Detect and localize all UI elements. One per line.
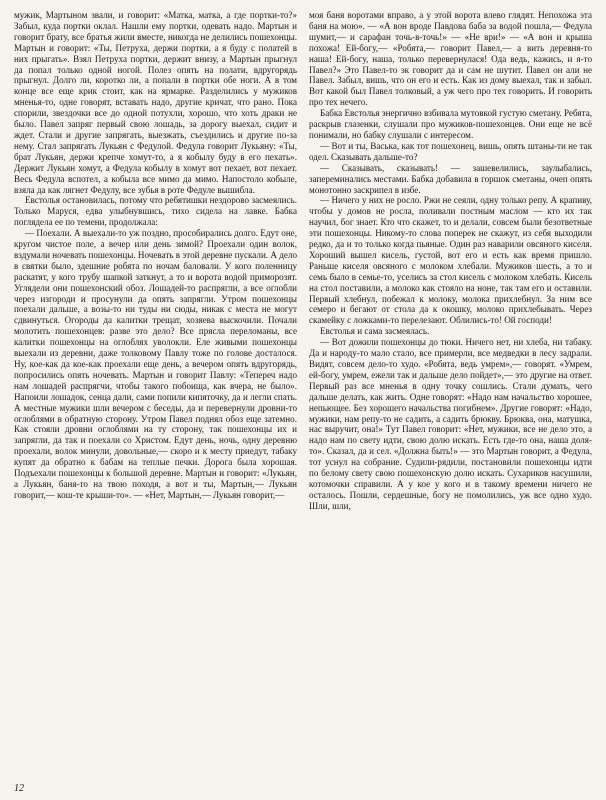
paragraph: мужик, Мартыном звали, и говорит: «Матка, матка, а где портки-то?» Забыл, куда портки оклал. Нашли ему портки, одевать надо. Мартын и говорит брату, все братья жили вместе, никогда не делились пошехонцы. Мартын и говорит: «Ты, Петруха, держи портки, а я буду с полатей в них прыгать». Взял Петруха портки, держит внизу, а Мартын прыгнул да попал только одной ногой. Полез опять на полати, вдругорядь прыгнул. Долго ли, коротко ли, а попали в портки обе ноги. А в том конце все еще крик стоит, как на ярмарке. Разделились у мужиков мненья-то, одне говорят, вставать надо, другие кричат, что рано. Пока спорили, звездочки все до одной потухли, хорошо, что хоть драки не было. Павел запряг первый свою лошадь, за дорогу выехал, сидит и ждет. Стали и другие запрягать, выезжать, съездились и другие по-за нему. Стал запрягать Лукьян с Федулой. Федула говорит Лукьяну: «Ты, брат Лукьян, держи крепче хомут-то, а я кобылу буду в его пехать». Держит Лукьян хомут, а Федула кобылу в хомут вот пехает, вот пехает. Весь Федула вспотел, а кобыла все мимо да мимо. Напостоло кобыле, взяла да как лягнет Федулу, все зубья в роте Федуле вышибла. [14, 10, 297, 195]
paragraph: Бабка Евстолья энергично взбивала мутовкой густую сметану. Ребята, раскрыв глазенки, слушали про мужиков-пошехонцев. Они еще не всё понимали, но бабку слушали с интересом. [309, 108, 592, 140]
paragraph: Евстолья и сама засмеялась. [320, 326, 430, 337]
paragraph: — Вот дожили пошехонцы до тюки. Ничего нет, ни хлеба, ни табаку. Да и народу-то мало стало, все примерли, все медведки в лесу задрали. Видят, совсем дело-то худо. «Робята, ведь умрем»,— говорят. «Умрем, ей-богу, умрем, ежели так и дальше дело пойдет»,— это другие на ответ. Первый раз все мненья в одну точку сошлись. Стали думать, чего дальше делать, как жить. Одне говорят: «Надо нам начальство хорошее, непьющее. Без хорошего начальства погибнем». Другие говорят: «Надо, мужики, нам репу-то не садить, а садить брюкву. Брюква, она, матушка, нас выручит, она!» Тут Павел говорит: «Нет, мужики, все не дело это, а надо нам по свету идти, свою долю искать. Есть где-то она, наша доля-то». Сказал, да и сел. «Должна быть!» — это Мартын говорит, а Федула, тот уснул на собрание. Судили-рядили, постановили пошехонцы идти по белому свету свою пошехонскую долю искать. Сухариков насушили, котомочки справили. А у кое у кого и в такому времени ничего не осталось. Пошли, сердешные, богу не помолились, уж все одно худо. Шли, шли, [309, 337, 592, 511]
paragraph: моя баня воротами вправо, а у этой ворота влево глядят. Непохожа эта баня на мою». — «А вон вроде Павдова баба за водой пошла,— Федула шумит,— и сарафан точь-в-точь!» — «Не ври!» — «А вон и крыша похожа! Ей-богу,— «Робята,— говорит Павел,— а вить деревня-то наша! Ей-богу, наша, только перевернулася! Ода ведь, кажись, и я-то Павел?» Это Павел-то эк говорит да и сам не шутит. Павел он али не Павел. Забыл, вишь, что он его и есть. Как из дому выехал, так и забыл. Вот какой был Павел толковый, а уж чего про тех говорить. И говорить про тех нечего. [309, 10, 592, 108]
paragraph: — Вот и ты, Васька, как тот пошехонец, вишь, опять штаны-ти не так одел. Сказывать дальше-то? [309, 140, 592, 162]
left-column [14, 10, 297, 782]
paragraph: — Ничего у них не росло. Ржи не сеяли, одну только репу. А крапиву, чтобы у домов не росла, поливали постным маслом — кто их так научил, бог знает. Кто что скажет, то и делали, совсем были безответные эти пошехонцы. Никому-то слова поперек не скажут, из себя выходили редко, да и то только когда пьяные. Один раз наварили овсяного киселя. Хороший вышел кисель, густой, вот его и есть как время пришло. Раньше киселя овсяного с молоком хлебали. Мужиков шесть, а то и семь было в семье-то, уселись за стол кисель с молоком хлебать. Кисель на стол поставили, а молоко как стояло на ноне, так там его и оставили. Первый хлебнул, побежал к молоку, молока прихлебнул. За ним все семеро и бегают от стола да к окошку, молоко прихлебывать. Через скамейку с ложками-то перелезают. Облились-то! Ой господи! [309, 195, 592, 326]
text-columns [14, 10, 592, 782]
paragraph: — Поехали. А выехали-то уж поздно, прособирались долго. Едут оне, кругом чистое поле, а вечер или день зимой? Проехали один волок, вздумали ночевать пошехонцы. Ночевать в этой деревне пускали. А дело в святки было, здешние робята по ночам баловали. У кого поленницу раскатят, у кого трубу шапкой заткнут, а то и ворота водой приморозят. Углядели они пошехонский обоз. Лошадей-то распрягли, а все оглобли через изгороди и просунули да опять запрягли. Утром пошехонцы поехали дальше, а возы-то ни туды ни сюды, никак с места не могут сдвинуться. Огороды да калитки трещат, хозяева выскочили. Почали молотить пошехонцев: разве это дело? Все прясла переломаны, все калитки пошехонцы на оглоблях уволокли. Еле живыми пошехонцы выехали из деревни, даже толковому Павлу тоже по голове досталося. Ну, кое-как да кое-как проехали еще день, а вечером опять вдругорядь, попросились опять ночевать. Мартын и говорит Павлу: «Тепереч надо нам лошадей распрягчи, чтобы такого побоища, как вчера, не было». Напоили лошадок, сенца дали, сами попили кипяточку, да и легли спать. А местные мужики шли вечером с беседы, да и перевернули дровни-то оглоблями в обратную сторону. Утром Павел поднял обоз еще затемно. Как стояли дровни оглоблями на ту сторону, так пошехонцы их и запрягли, да так и поехали со Христом. Едут день, ночь, одну деревню проехали, волок минули, довольные,— скоро и к месту приедут, табаку купят да обратно к бабам на теплые печки. Дорога была хорошая. Подъехали пошехонцы к большой деревне. Мартын и говорит: «Лукьян, а Лукьян, баня-то на твою походя, а вот и ты, Мартын,— Лукьян говорит,— кош-те крыши-то». — «Нет, Мартын,— Лукьян говорит,— [14, 228, 297, 500]
paragraph: Евстолья остановилась, потому что ребятишки нездорово засмеялись. Только Маруся, едва улыбнувшись, тихо сидела на лавке. Бабка поглядела ее по темени, продолжала: [14, 195, 297, 228]
right-column [309, 10, 592, 782]
paragraph: — Сказывать, сказывать! — зашевелились, заулыбались, запереминались местами. Бабка добавила в горшок сметаны, очеп опять монотонно заскрипел в избе. [309, 162, 592, 195]
page-number: 12 [14, 783, 24, 794]
